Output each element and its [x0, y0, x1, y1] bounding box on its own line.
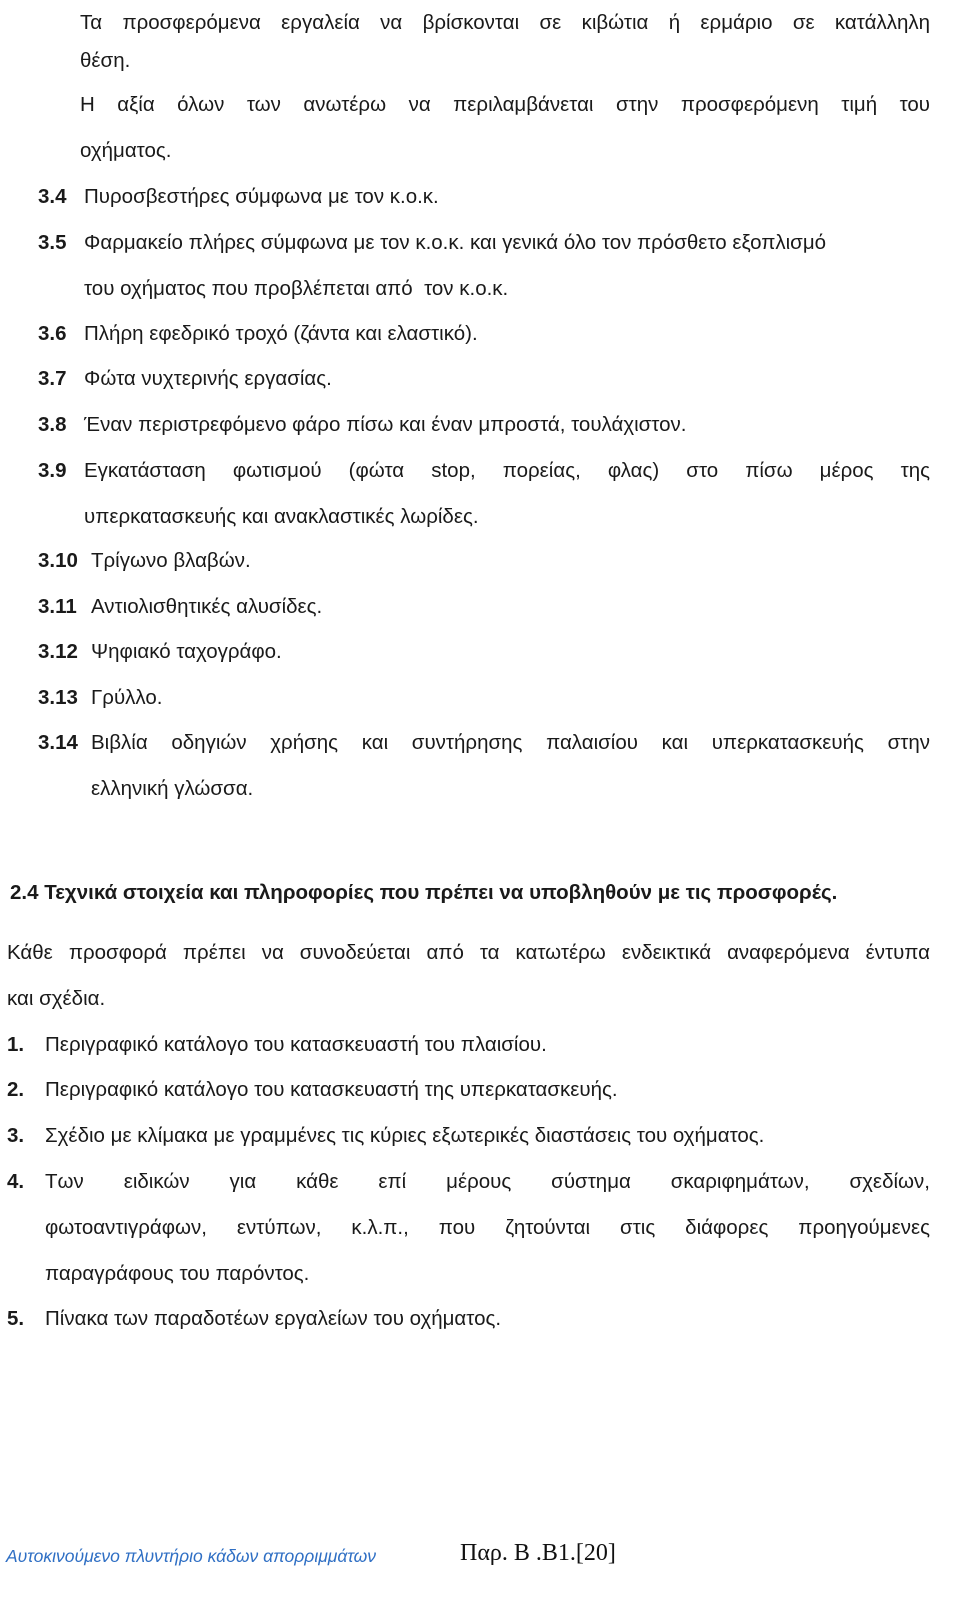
item-text: Περιγραφικό κατάλογο του κατασκευαστή του πλαισίου.: [45, 1033, 547, 1056]
item-number: 5.: [7, 1307, 25, 1330]
item-text: Πλήρη εφεδρικό τροχό (ζάντα και ελαστικό).: [84, 322, 478, 345]
item-number: 3.14: [38, 731, 78, 754]
item-number: 3.8: [38, 413, 67, 436]
item-text: Περιγραφικό κατάλογο του κατασκευαστή της υπερκατασκευής.: [45, 1078, 618, 1101]
item-number: 3.4: [38, 185, 67, 208]
item-text-continued: παραγράφους του παρόντος.: [45, 1262, 310, 1285]
item-text-continued: ελληνική γλώσσα.: [91, 777, 254, 800]
item-text: Εγκατάσταση φωτισμού (φώτα stop, πορείας, φλας) στο πίσω μέρος της: [84, 459, 930, 482]
item-number: 3.5: [38, 231, 67, 254]
footer-page-reference: Παρ. Β .Β1.[20]: [460, 1540, 616, 1566]
item-number: 3.7: [38, 367, 67, 390]
item-number: 1.: [7, 1033, 25, 1056]
intro-line-2: θέση.: [80, 49, 131, 72]
item-number: 3.: [7, 1124, 25, 1147]
item-text: Γρύλλο.: [91, 686, 163, 709]
item-text-continued: υπερκατασκευής και ανακλαστικές λωρίδες.: [84, 505, 479, 528]
item-text: Πίνακα των παραδοτέων εργαλείων του οχήματος.: [45, 1307, 502, 1330]
section-intro-line-1: Κάθε προσφορά πρέπει να συνοδεύεται από τα κατωτέρω ενδεικτικά αναφερόμενα έντυπα: [7, 941, 930, 964]
item-number: 3.9: [38, 459, 67, 482]
item-text-continued: του οχήματος που προβλέπεται από τον κ.ο.κ.: [84, 277, 509, 300]
item-text: Έναν περιστρεφόμενο φάρο πίσω και έναν μπροστά, τουλάχιστον.: [84, 413, 687, 436]
intro-line-1: Τα προσφερόμενα εργαλεία να βρίσκονται σε κιβώτια ή ερμάριο σε κατάλληλη: [80, 11, 930, 34]
item-text: Ψηφιακό ταχογράφο.: [91, 640, 282, 663]
item-number: 4.: [7, 1170, 25, 1193]
intro-line-4: οχήματος.: [80, 139, 172, 162]
item-number: 3.12: [38, 640, 78, 663]
footer-document-title: Αυτοκινούμενο πλυντήριο κάδων απορριμμάτων: [6, 1546, 377, 1566]
item-text: Αντιολισθητικές αλυσίδες.: [91, 595, 323, 618]
item-text: Τρίγωνο βλαβών.: [91, 549, 251, 572]
section-intro-line-2: και σχέδια.: [7, 987, 106, 1010]
item-number: 3.13: [38, 686, 78, 709]
item-number: 3.6: [38, 322, 67, 345]
item-text: Βιβλία οδηγιών χρήσης και συντήρησης παλαισίου και υπερκατασκευής στην: [91, 731, 930, 754]
item-number: 3.11: [38, 595, 77, 618]
item-text: Σχέδιο με κλίμακα με γραμμένες τις κύριες εξωτερικές διαστάσεις του οχήματος.: [45, 1124, 765, 1147]
intro-line-3: Η αξία όλων των ανωτέρω να περιλαμβάνεται στην προσφερόμενη τιμή του: [80, 93, 930, 116]
section-heading: 2.4 Τεχνικά στοιχεία και πληροφορίες που πρέπει να υποβληθούν με τις προσφορές.: [10, 881, 838, 904]
item-text: Πυροσβεστήρες σύμφωνα με τον κ.ο.κ.: [84, 185, 439, 208]
item-text-continued: φωτοαντιγράφων, εντύπων, κ.λ.π., που ζητούνται στις διάφορες προηγούμενες: [45, 1216, 930, 1239]
item-number: 3.10: [38, 549, 78, 572]
item-text: Φαρμακείο πλήρες σύμφωνα με τον κ.ο.κ. και γενικά όλο τον πρόσθετο εξοπλισμό: [84, 231, 827, 254]
page-footer: [0, 1536, 960, 1576]
item-text: Των ειδικών για κάθε επί μέρους σύστημα σκαριφημάτων, σχεδίων,: [45, 1170, 930, 1193]
item-text: Φώτα νυχτερινής εργασίας.: [84, 367, 332, 390]
item-number: 2.: [7, 1078, 25, 1101]
